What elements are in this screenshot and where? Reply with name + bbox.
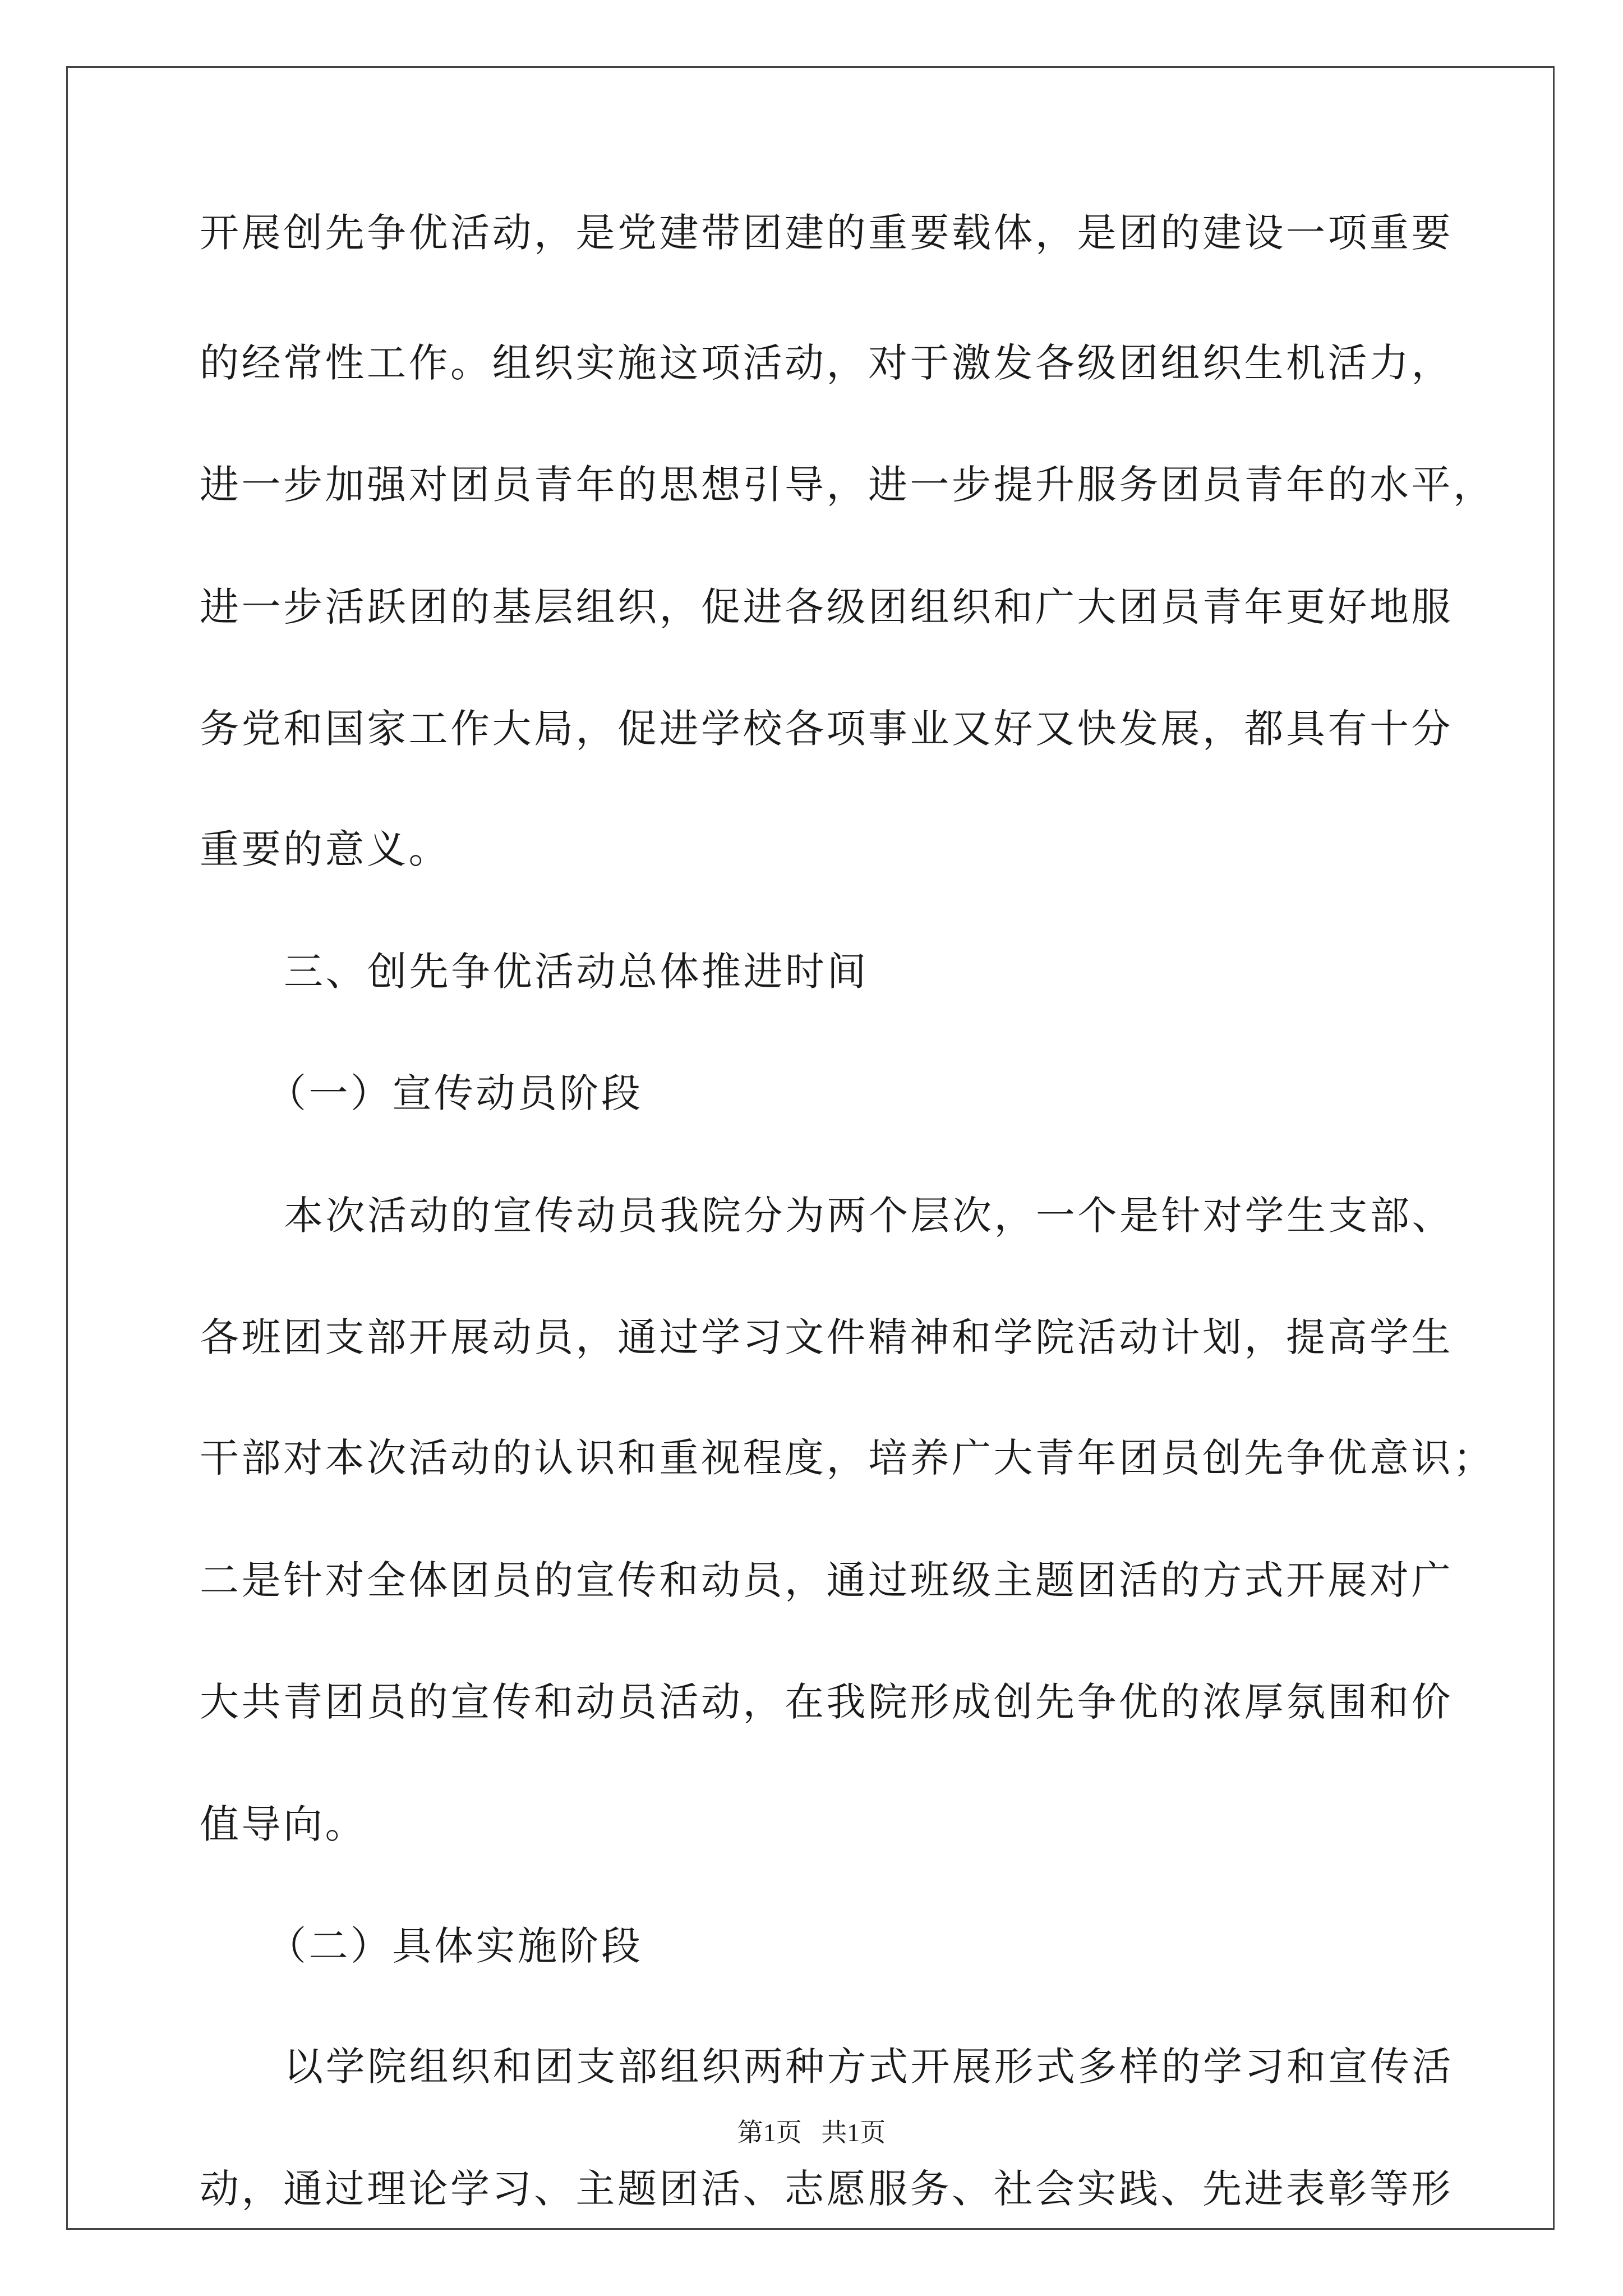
paragraph-line: 干部对本次活动的认识和重视程度，培养广大青年团员创先争优意识； xyxy=(200,1435,1495,1481)
paragraph-line: 开展创先争优活动，是党建带团建的重要载体，是团的建设一项重要 xyxy=(200,210,1453,256)
page-footer: 第1页 共1页 xyxy=(737,2118,886,2147)
paragraph-line: 以学院组织和团支部组织两种方式开展形式多样的学习和宣传活 xyxy=(284,2044,1454,2090)
paragraph-line: 重要的意义。 xyxy=(200,826,450,872)
section-heading: 三、创先争优活动总体推进时间 xyxy=(284,949,869,995)
paragraph-line: 的经常性工作。组织实施这项活动，对于激发各级团组织生机活力， xyxy=(200,340,1453,386)
paragraph-line: 动，通过理论学习、主题团活、志愿服务、社会实践、先进表彰等形 xyxy=(200,2166,1453,2212)
subsection-heading: （一）宣传动员阶段 xyxy=(267,1070,643,1116)
paragraph-line: 务党和国家工作大局，促进学校各项事业又好又快发展，都具有十分 xyxy=(200,706,1453,752)
subsection-heading: （二）具体实施阶段 xyxy=(267,1923,643,1969)
paragraph-line: 二是针对全体团员的宣传和动员，通过班级主题团活的方式开展对广 xyxy=(200,1557,1453,1603)
page-border xyxy=(66,66,1555,2230)
paragraph-line: 进一步加强对团员青年的思想引导，进一步提升服务团员青年的水平， xyxy=(200,462,1495,508)
paragraph-line: 值导向。 xyxy=(200,1801,367,1847)
paragraph-line: 进一步活跃团的基层组织，促进各级团组织和广大团员青年更好地服 xyxy=(200,584,1453,630)
paragraph-line: 大共青团员的宣传和动员活动，在我院形成创先争优的浓厚氛围和价 xyxy=(200,1679,1453,1725)
paragraph-line: 各班团支部开展动员，通过学习文件精神和学院活动计划，提高学生 xyxy=(200,1314,1453,1360)
paragraph-line: 本次活动的宣传动员我院分为两个层次，一个是针对学生支部、 xyxy=(284,1193,1454,1239)
